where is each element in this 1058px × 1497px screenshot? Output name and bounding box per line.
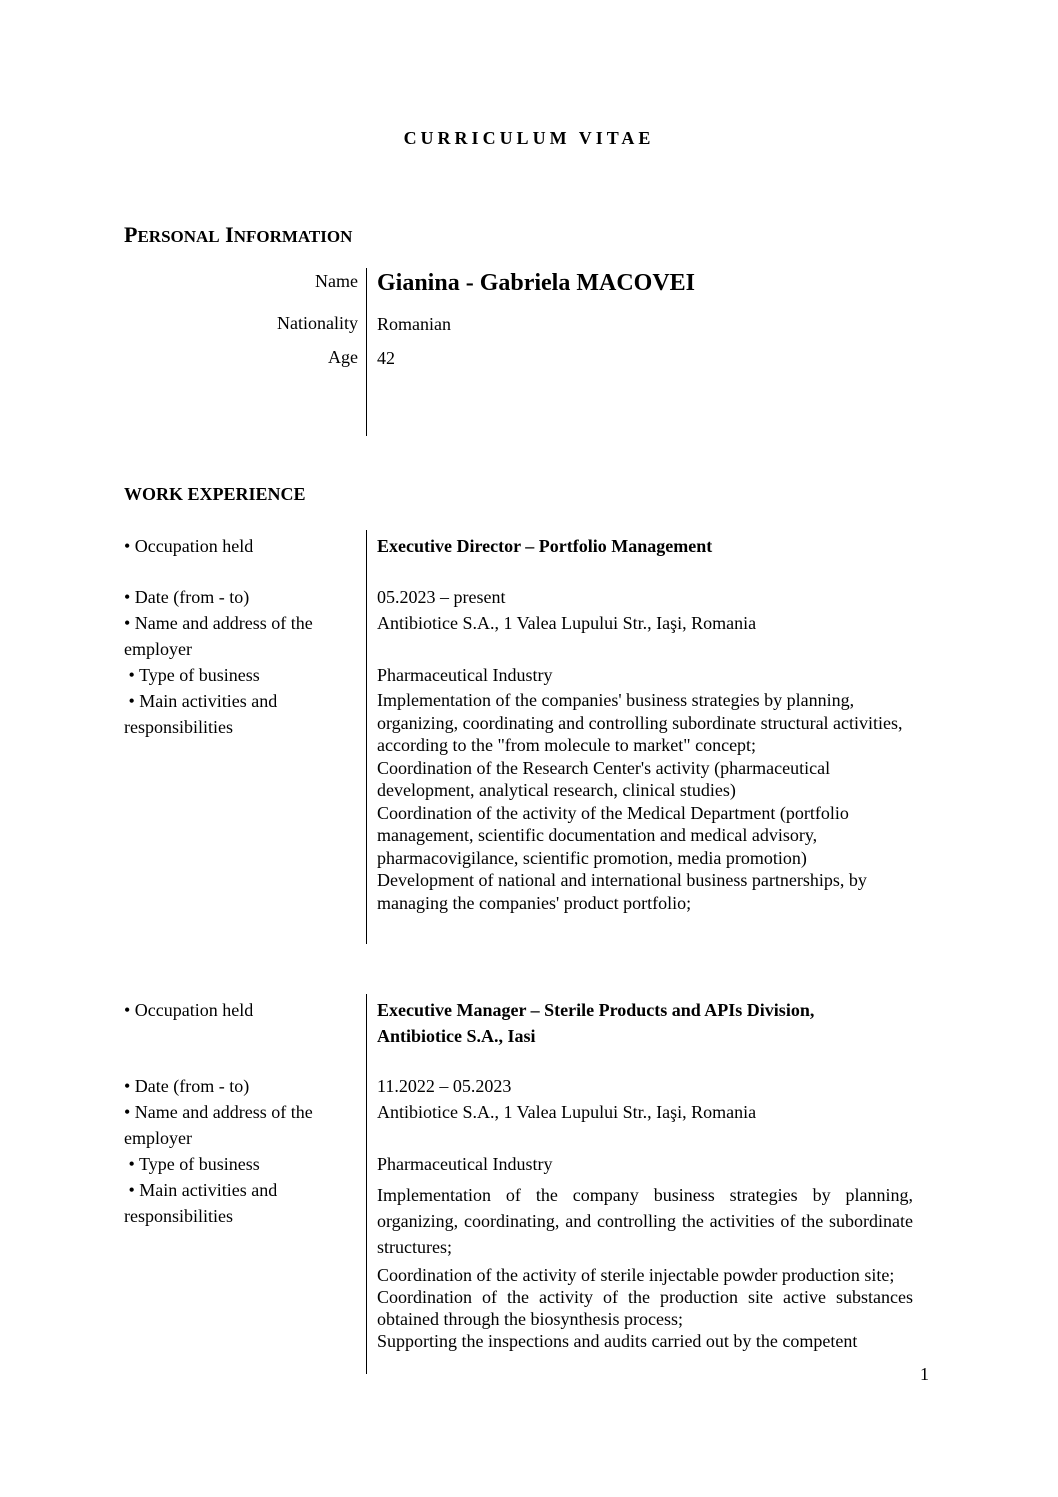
page-number: 1	[920, 1364, 929, 1384]
name-value: Gianina - Gabriela MACOVEI	[377, 270, 696, 296]
entry2-date-value: 11.2022 – 05.2023	[377, 1076, 512, 1096]
entry1-activity-item: Development of national and international business partnerships, by managing the companies' product portfolio;	[377, 870, 867, 913]
personal-divider	[366, 268, 367, 436]
entry2-activity-item: Supporting the inspections and audits carried out by the competent	[377, 1331, 858, 1351]
age-label: Age	[328, 347, 358, 367]
entry2-occupation-label: • Occupation held	[124, 1000, 254, 1020]
entry1-occupation-value: Executive Director – Portfolio Management	[377, 536, 713, 556]
entry1-activity-item: Implementation of the companies' business strategies by planning, organizing, coordinating and controlling subordinate structural activities, according to the "from molecule to market" concept;	[377, 690, 903, 755]
nationality-value: Romanian	[377, 314, 451, 334]
entry1-date-value: 05.2023 – present	[377, 587, 506, 607]
entry2-divider	[366, 994, 367, 1374]
work-experience-heading: WORK EXPERIENCE	[124, 484, 306, 504]
entry2-business-label: • Type of business	[124, 1154, 260, 1174]
entry2-activity-item: Coordination of the activity of sterile injectable powder production site;	[377, 1265, 895, 1285]
entry1-date-label: • Date (from - to)	[124, 587, 250, 607]
entry1-divider	[366, 530, 367, 944]
entry1-activities-label: • Main activities and responsibilities	[124, 691, 278, 737]
entry2-occupation-value: Executive Manager – Sterile Products and APIs Division, Antibiotice S.A., Iasi	[377, 1000, 815, 1046]
entry1-business-value: Pharmaceutical Industry	[377, 665, 553, 685]
entry2-activity-item: Coordination of the activity of the production site active substances obtained through the biosynthesis process;	[377, 1287, 913, 1329]
entry2-activities	[377, 1182, 913, 1352]
entry1-occupation-label: • Occupation held	[124, 536, 254, 556]
entry2-business-value: Pharmaceutical Industry	[377, 1154, 553, 1174]
entry2-employer-label: • Name and address of the employer	[124, 1102, 313, 1148]
nationality-label: Nationality	[277, 313, 358, 333]
personal-information-heading: PERSONAL INFORMATION	[124, 222, 353, 247]
entry2-date-label: • Date (from - to)	[124, 1076, 250, 1096]
entry1-activity-item: Coordination of the activity of the Medical Department (portfolio management, scientific documentation and medical advisory, pharmacovigilance, scientific promotion, media promotion)	[377, 802, 849, 868]
entry1-business-label: • Type of business	[124, 665, 260, 685]
entry2-employer-value: Antibiotice S.A., 1 Valea Lupului Str., Iaşi, Romania	[377, 1102, 757, 1122]
entry2-activity-item: Implementation of the company business strategies by planning, organizing, coordinating, and controlling the activities of the subordinate structures;	[377, 1185, 913, 1257]
age-value: 42	[377, 348, 395, 368]
entry1-employer-value: Antibiotice S.A., 1 Valea Lupului Str., Iaşi, Romania	[377, 613, 757, 633]
document-title: CURRICULUM VITAE	[403, 128, 655, 148]
entry1-activity-item: Coordination of the Research Center's activity (pharmaceutical development, analytical research, clinical studies)	[377, 757, 831, 800]
entry2-activities-label: • Main activities and responsibilities	[124, 1180, 278, 1226]
name-label: Name	[315, 271, 358, 291]
entry1-activities	[377, 689, 917, 914]
entry1-employer-label: • Name and address of the employer	[124, 613, 313, 659]
